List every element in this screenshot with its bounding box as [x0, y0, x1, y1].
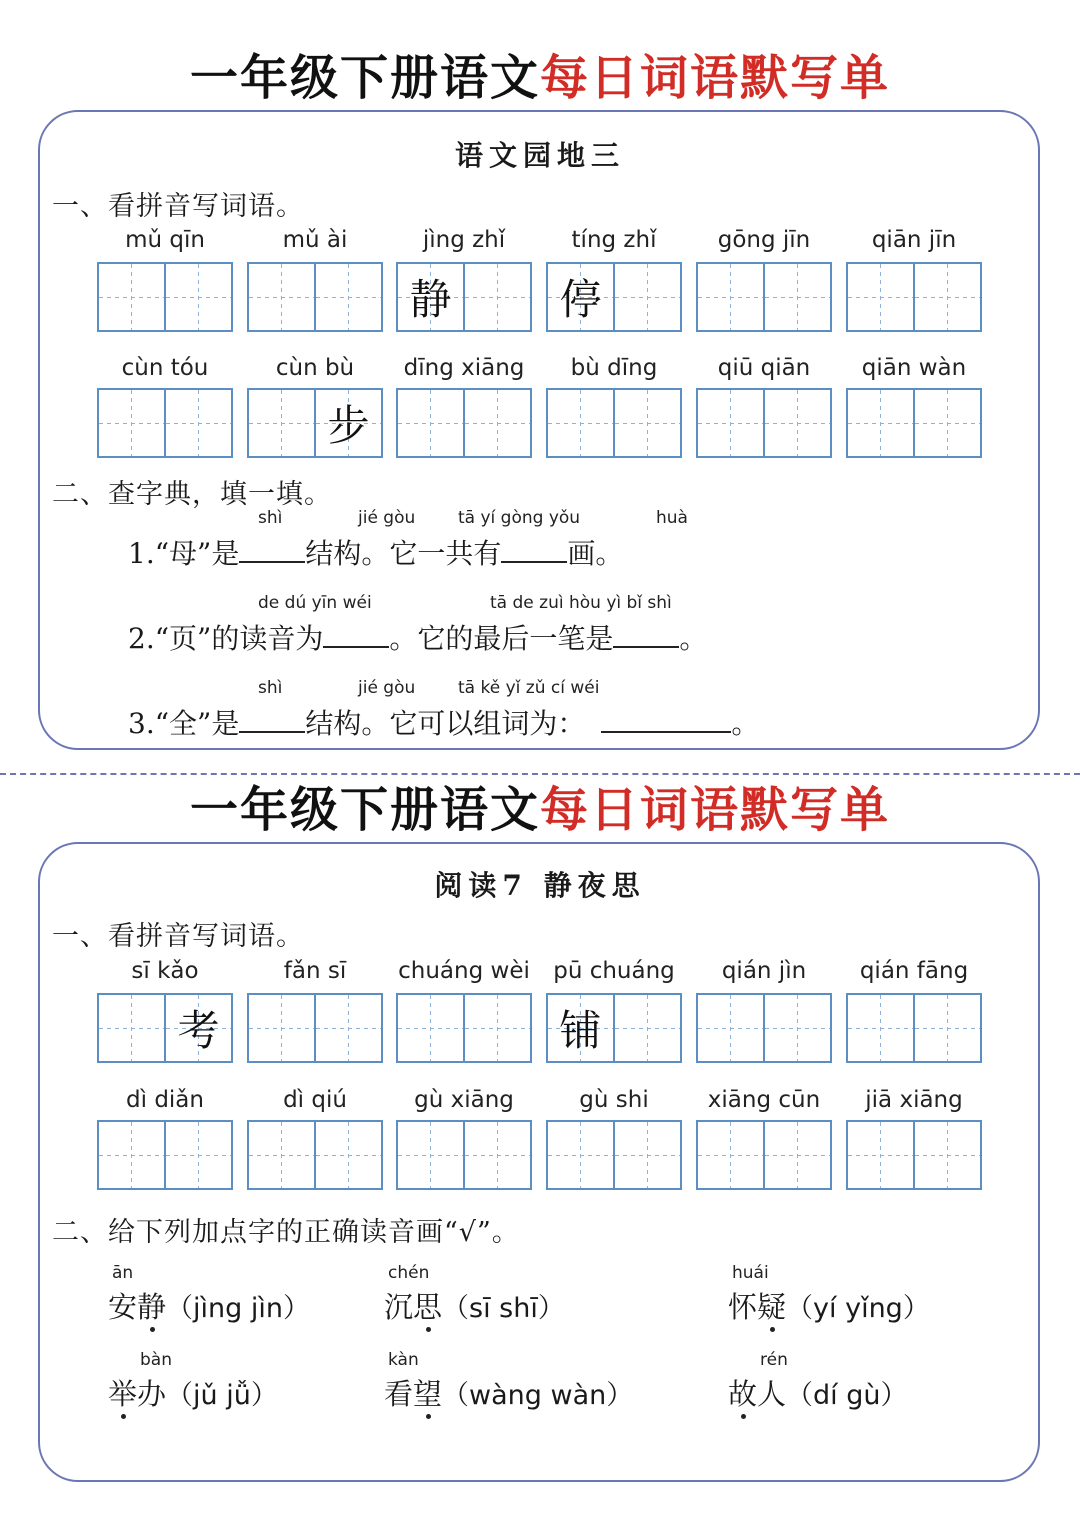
tianzige-cell[interactable]: [314, 1122, 381, 1188]
tianzige-cell[interactable]: [613, 390, 680, 456]
question-text: 。: [731, 707, 760, 740]
tianzige-cell[interactable]: [613, 995, 680, 1061]
writing-grid[interactable]: [396, 262, 532, 332]
pinyin-label: dì qiú: [283, 1087, 347, 1113]
title-black-text: 一年级下册语文: [189, 782, 540, 838]
tianzige-cell[interactable]: [398, 995, 463, 1061]
reading-choice-item[interactable]: [108, 1285, 310, 1326]
question-text: 。: [679, 622, 708, 655]
sheet2-subtitle: 阅读7 静夜思: [434, 869, 646, 902]
tianzige-cell[interactable]: [314, 995, 381, 1061]
dotted-char: 举: [108, 1377, 138, 1411]
writing-grid[interactable]: [696, 388, 832, 458]
word-char: 办: [137, 1377, 167, 1411]
writing-grid[interactable]: [97, 388, 233, 458]
prefilled-character: 静: [409, 275, 452, 324]
tianzige-cell[interactable]: [398, 1122, 463, 1188]
question-2: [128, 617, 707, 657]
tianzige-cell[interactable]: [249, 264, 314, 330]
ruby-pinyin: tā de zuì hòu yì bǐ shì: [490, 593, 672, 613]
ruby-pinyin: kàn: [388, 1350, 419, 1370]
question-text: 1.“母”是: [128, 537, 240, 570]
writing-grid[interactable]: [696, 1120, 832, 1190]
answer-blank[interactable]: [613, 626, 679, 648]
ruby-pinyin: huà: [656, 508, 688, 528]
writing-grid[interactable]: [97, 993, 233, 1063]
tianzige-cell[interactable]: [548, 995, 613, 1061]
dotted-char: 思: [413, 1290, 443, 1324]
tianzige-cell[interactable]: [463, 390, 530, 456]
dotted-char: 望: [413, 1377, 443, 1411]
title-red-text: 每日词语默写单: [540, 782, 891, 838]
pinyin-label: gōng jīn: [717, 227, 811, 253]
tianzige-cell[interactable]: [463, 995, 530, 1061]
tianzige-cell[interactable]: [314, 390, 381, 456]
tianzige-cell[interactable]: [913, 1122, 980, 1188]
pinyin-label: qiān jīn: [871, 227, 957, 253]
question-text: 。它的最后一笔是: [389, 622, 614, 655]
pinyin-label: fǎn sī: [283, 958, 347, 984]
question-text: 结构。它一共有: [305, 537, 502, 570]
tianzige-cell[interactable]: [463, 1122, 530, 1188]
ruby-pinyin: huái: [732, 1263, 769, 1283]
ruby-pinyin: rén: [760, 1350, 788, 1370]
ruby-pinyin: chén: [388, 1263, 430, 1283]
tianzige-cell[interactable]: [164, 995, 231, 1061]
ruby-pinyin: ān: [112, 1263, 134, 1283]
pinyin-label: mǔ qīn: [125, 227, 205, 253]
writing-grid[interactable]: [97, 262, 233, 332]
pinyin-label: pū chuáng: [553, 958, 675, 984]
reading-choice-item[interactable]: [384, 1372, 633, 1413]
ruby-pinyin: jié gòu: [358, 508, 416, 528]
ruby-pinyin: shì: [258, 678, 283, 698]
prefilled-character: 停: [559, 275, 602, 324]
sheet2-section1-heading: 一、看拼音写词语。: [52, 921, 304, 952]
writing-grid[interactable]: [247, 1120, 383, 1190]
writing-grid[interactable]: [247, 388, 383, 458]
ruby-pinyin: tā kě yǐ zǔ cí wéi: [458, 678, 600, 698]
tianzige-cell[interactable]: [548, 1122, 613, 1188]
tianzige-cell[interactable]: [99, 995, 164, 1061]
writing-grid[interactable]: [247, 993, 383, 1063]
pronunciation-options[interactable]: （wàng wàn）: [442, 1380, 634, 1411]
question-text: 2.“页”的读音为: [128, 622, 324, 655]
tianzige-cell[interactable]: [99, 390, 164, 456]
word-char: 安: [108, 1290, 138, 1324]
tianzige-cell[interactable]: [99, 264, 164, 330]
question-text: 结构。它可以组词为：: [305, 707, 586, 740]
writing-grid[interactable]: [546, 262, 682, 332]
writing-grid[interactable]: [396, 1120, 532, 1190]
pinyin-label: sī kǎo: [131, 958, 199, 984]
tianzige-cell[interactable]: [548, 390, 613, 456]
tianzige-cell[interactable]: [249, 390, 314, 456]
pinyin-label: qián fāng: [859, 958, 969, 984]
pinyin-label: qiān wàn: [861, 355, 967, 381]
ruby-pinyin: jié gòu: [358, 678, 416, 698]
tianzige-cell[interactable]: [613, 264, 680, 330]
sheet1-subtitle: 语文园地三: [454, 139, 625, 172]
dotted-char: 疑: [757, 1290, 787, 1324]
tianzige-cell[interactable]: [249, 1122, 314, 1188]
tianzige-cell[interactable]: [314, 264, 381, 330]
tianzige-cell[interactable]: [99, 1122, 164, 1188]
writing-grid[interactable]: [97, 1120, 233, 1190]
tianzige-cell[interactable]: [763, 1122, 830, 1188]
tianzige-cell[interactable]: [763, 390, 830, 456]
writing-grid[interactable]: [846, 388, 982, 458]
question-1: [128, 532, 623, 572]
writing-grid[interactable]: [846, 993, 982, 1063]
pinyin-label: qián jìn: [721, 958, 807, 984]
tianzige-cell[interactable]: [164, 1122, 231, 1188]
question-text: 3.“全”是: [128, 707, 240, 740]
pronunciation-options[interactable]: （yí yǐng）: [786, 1293, 930, 1324]
writing-grid[interactable]: [247, 262, 383, 332]
sheet1-section2-heading: 二、查字典，填一填。: [52, 479, 332, 510]
question-text: 画。: [567, 537, 624, 570]
writing-grid[interactable]: [546, 388, 682, 458]
pinyin-label: mǔ ài: [282, 227, 348, 253]
sheet2-section2-heading: 二、给下列加点字的正确读音画“√”。: [52, 1217, 520, 1248]
dotted-char: 静: [137, 1290, 167, 1324]
tianzige-cell[interactable]: [398, 264, 463, 330]
prefilled-character: 步: [327, 401, 370, 450]
pinyin-label: cùn tóu: [121, 355, 209, 381]
tianzige-cell[interactable]: [763, 264, 830, 330]
sheet1-section1-heading: 一、看拼音写词语。: [52, 191, 304, 222]
tianzige-cell[interactable]: [848, 390, 913, 456]
ruby-pinyin: bàn: [140, 1350, 172, 1370]
tianzige-cell[interactable]: [913, 264, 980, 330]
writing-grid[interactable]: [846, 262, 982, 332]
pronunciation-options[interactable]: （sī shī）: [442, 1293, 565, 1324]
page-title-2: [0, 780, 1080, 840]
tianzige-cell[interactable]: [249, 995, 314, 1061]
answer-blank[interactable]: [601, 711, 731, 733]
tianzige-cell[interactable]: [164, 390, 231, 456]
prefilled-character: 铺: [559, 1006, 602, 1055]
tianzige-cell[interactable]: [548, 264, 613, 330]
tianzige-cell[interactable]: [913, 390, 980, 456]
answer-blank[interactable]: [323, 626, 389, 648]
tianzige-cell[interactable]: [164, 264, 231, 330]
title-black-text: 一年级下册语文: [189, 50, 540, 106]
answer-blank[interactable]: [501, 541, 567, 563]
cut-line: [0, 773, 1080, 775]
writing-grid[interactable]: [696, 262, 832, 332]
pronunciation-options[interactable]: （dí gù）: [786, 1380, 908, 1411]
pronunciation-options[interactable]: （jǔ jǚ）: [166, 1380, 278, 1411]
pinyin-label: gù shi: [579, 1087, 649, 1113]
tianzige-cell[interactable]: [848, 1122, 913, 1188]
tianzige-cell[interactable]: [698, 995, 763, 1061]
dotted-char: 故: [728, 1377, 758, 1411]
writing-grid[interactable]: [396, 388, 532, 458]
pinyin-label: chuáng wèi: [398, 958, 530, 984]
word-char: 沉: [384, 1290, 414, 1324]
word-char: 看: [384, 1377, 414, 1411]
prefilled-character: 考: [177, 1006, 220, 1055]
word-char: 怀: [728, 1290, 758, 1324]
pinyin-label: cùn bù: [275, 355, 355, 381]
writing-grid[interactable]: [846, 1120, 982, 1190]
pinyin-label: xiāng cūn: [707, 1087, 821, 1113]
writing-grid[interactable]: [696, 993, 832, 1063]
pinyin-label: tíng zhǐ: [571, 227, 657, 253]
pinyin-label: jìng zhǐ: [422, 227, 506, 253]
tianzige-cell[interactable]: [848, 995, 913, 1061]
tianzige-cell[interactable]: [848, 264, 913, 330]
tianzige-cell[interactable]: [398, 390, 463, 456]
tianzige-cell[interactable]: [698, 1122, 763, 1188]
pinyin-label: bù dīng: [570, 355, 658, 381]
word-char: 人: [757, 1377, 787, 1411]
pinyin-label: qiū qiān: [717, 355, 811, 381]
question-3: [128, 702, 759, 742]
pinyin-label: dīng xiāng: [403, 355, 525, 381]
answer-blank[interactable]: [239, 711, 305, 733]
ruby-pinyin: tā yí gòng yǒu: [458, 508, 581, 528]
tianzige-cell[interactable]: [463, 264, 530, 330]
pinyin-label: dì diǎn: [126, 1087, 204, 1113]
tianzige-cell[interactable]: [913, 995, 980, 1061]
tianzige-cell[interactable]: [698, 264, 763, 330]
pronunciation-options[interactable]: （jìng jìn）: [166, 1293, 310, 1324]
title-red-text: 每日词语默写单: [540, 50, 891, 106]
ruby-pinyin: de dú yīn wéi: [258, 593, 372, 613]
pinyin-label: gù xiāng: [414, 1087, 514, 1113]
reading-choice-item[interactable]: [728, 1285, 930, 1326]
ruby-pinyin: shì: [258, 508, 283, 528]
tianzige-cell[interactable]: [698, 390, 763, 456]
answer-blank[interactable]: [239, 541, 305, 563]
pinyin-label: jiā xiāng: [865, 1087, 963, 1113]
writing-grid[interactable]: [396, 993, 532, 1063]
reading-choice-item[interactable]: [108, 1372, 278, 1413]
writing-grid[interactable]: [546, 993, 682, 1063]
reading-choice-item[interactable]: [384, 1285, 565, 1326]
page-title-1: [0, 48, 1080, 108]
tianzige-cell[interactable]: [613, 1122, 680, 1188]
writing-grid[interactable]: [546, 1120, 682, 1190]
tianzige-cell[interactable]: [763, 995, 830, 1061]
reading-choice-item[interactable]: [728, 1372, 908, 1413]
